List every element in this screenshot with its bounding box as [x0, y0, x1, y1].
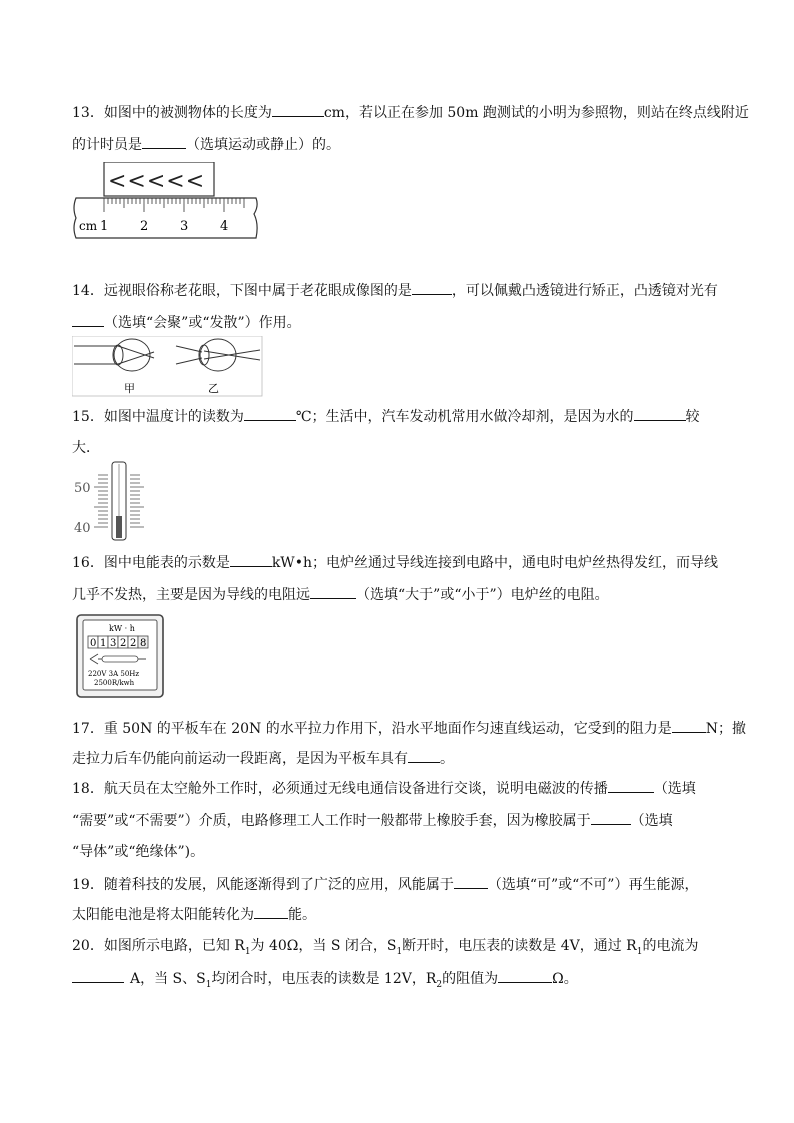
q20-line2: A，当 S、$S_1$均闭合时，电压表的读数是 12V，$R_2$的阻值为 Ω。 [72, 968, 578, 995]
q19-line1: 19．随着科技的发展，风能逐渐得到了广泛的应用，风能属于 （选填“可”或“不可”）再生能源， [72, 874, 698, 895]
ruler-tick-3: 3 [180, 219, 189, 234]
q13-blank-motion[interactable] [142, 134, 186, 149]
q20-blank-r2[interactable] [498, 968, 552, 983]
q19-blank-renewable[interactable] [454, 874, 488, 889]
label-jia: 甲 [124, 382, 135, 395]
q18-line2: “需要”或“不需要”）介质，电路修理工人工作时一般都带上橡胶手套，因为橡胶属于 （选填 [72, 810, 673, 831]
meter-digit-3: 3 [110, 638, 117, 649]
q17-blank-inertia[interactable] [408, 748, 440, 763]
q16-blank-meter-reading[interactable] [230, 552, 272, 567]
q15-line2: 大． [72, 440, 100, 456]
q19-blank-energy-form[interactable] [254, 904, 288, 919]
meter-digit-2: 1 [100, 638, 107, 649]
meter-digit-5: 2 [130, 638, 137, 649]
ruler-tick-4: 4 [220, 219, 229, 234]
q16-line2: 几乎不发热，主要是因为导线的电阻远 （选填“大于”或“小于”）电炉丝的电阻。 [72, 584, 609, 605]
q14-blank-lens-effect[interactable] [72, 312, 104, 327]
q18-line3: “导体”或“绝缘体”)。 [72, 844, 205, 860]
energy-meter-figure [76, 614, 164, 698]
thermometer-figure [72, 460, 152, 542]
q20-line1: 20．如图所示电路，已知 $R_1$为 40Ω，当 S 闭合，$S_1$断开时，电压表的读数是 4V，通过 $R_1$的电流为 [72, 938, 699, 957]
q18-line1: 18．航天员在太空舱外工作时，必须通过无线电通信设备进行交谈，说明电磁波的传播 （选填 [72, 778, 696, 799]
q18-blank-medium[interactable] [608, 778, 654, 793]
meter-spec-1: 220V 3A 50Hz [88, 670, 140, 678]
ruler-tick-1: 1 [100, 219, 109, 234]
q13-line2: 的计时员是 （选填运动或静止）的。 [72, 134, 340, 155]
q17-line2: 走拉力后车仍能向前运动一段距离，是因为平板车具有 。 [72, 748, 454, 769]
q15-line1: 15．如图中温度计的读数为 ℃；生活中，汽车发动机常用水做冷却剂，是因为水的 较 [72, 406, 700, 427]
ruler-figure [70, 162, 260, 242]
q15-blank-property[interactable] [634, 406, 686, 421]
q13-blank-length[interactable] [272, 102, 324, 117]
q14-blank-image[interactable] [412, 280, 452, 295]
q14-line2: （选填“会聚”或“发散”）作用。 [72, 312, 301, 333]
q19-line2: 太阳能电池是将太阳能转化为 能。 [72, 904, 316, 925]
meter-unit: kW · h [109, 624, 135, 633]
meter-digit-4: 2 [120, 638, 127, 649]
eye-figure [72, 336, 264, 400]
q16-line1: 16．图中电能表的示数是 kW•h；电炉丝通过导线连接到电路中，通电时电炉丝热得发红，而导线 [72, 552, 718, 573]
meter-spec-2: 2500R/kwh [94, 679, 135, 687]
thermo-label-50: 50 [74, 481, 91, 496]
ruler-tick-2: 2 [140, 219, 149, 234]
q15-blank-reading[interactable] [244, 406, 296, 421]
q20-blank-current[interactable] [72, 968, 124, 983]
thermometer-liquid [116, 516, 122, 538]
q13-line1: 13．如图中的被测物体的长度为 cm，若以正在参加 50m 跑测试的小明为参照物，则站在终点线附近 [72, 102, 749, 123]
q18-blank-insulator[interactable] [591, 810, 631, 825]
meter-digit-6: 8 [140, 638, 147, 649]
ruler-unit: cm [79, 219, 98, 233]
label-yi: 乙 [208, 382, 219, 395]
q17-blank-friction[interactable] [672, 718, 706, 733]
q14-line1: 14．远视眼俗称老花眼，下图中属于老花眼成像图的是 ，可以佩戴凸透镜进行矫正，凸透镜对光有 [72, 280, 718, 301]
measured-object-arrows: <<<<< [108, 169, 206, 194]
meter-digit-1: 0 [90, 638, 97, 649]
q16-blank-resistance[interactable] [310, 584, 356, 599]
q17-line1: 17．重 50N 的平板车在 20N 的水平拉力作用下，沿水平地面作匀速直线运动，它受到的阻力是 N；撤 [72, 718, 746, 739]
thermo-label-40: 40 [74, 521, 91, 536]
